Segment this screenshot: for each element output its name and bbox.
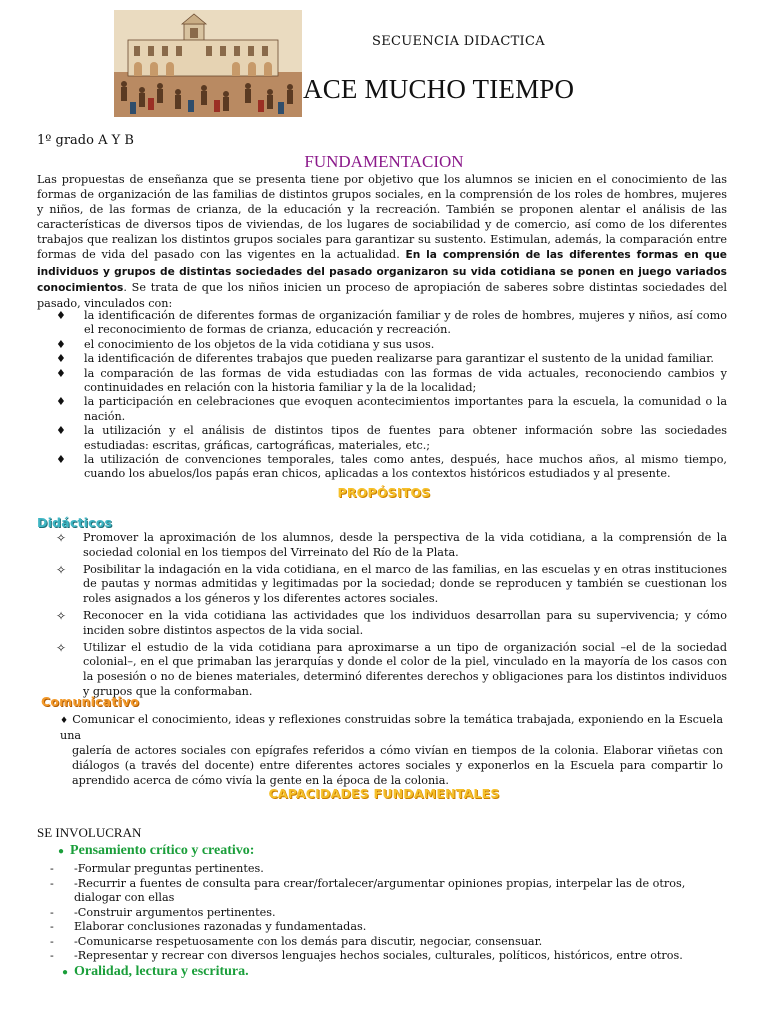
black-diamond-icon: ♦ [56,366,66,380]
list-item: ♦ la identificación de diferentes trabajos que pueden realizarse para garantizar el sustento de la unidad familiar. [56,352,714,366]
document-type: SECUENCIA DIDACTICA [372,34,545,49]
outline-diamond-icon: ✧ [56,640,67,655]
comunicativo-heading: Comunicativo [41,694,140,709]
list-item: ✧ Utilizar el estudio de la vida cotidiana para aproximarse a un tipo de organización social –el de la sociedad colonial–, en el que primaban las jerarquías y donde el color de la piel, vinculado en la mayoría de los casos con la posesión o no de bienes materiales, determinó diferentes derechos y obligaciones para los distintos individuos y grupos que la conformaban. [56,640,727,698]
dash-icon: - [50,920,54,933]
list-item: ♦ el conocimiento de los objetos de la vida cotidiana y sus usos. [56,337,435,351]
list-item: ✧ Promover la aproximación de los alumnos, desde la perspectiva de la vida cotidiana, a la comprensión de la sociedad colonial en los tiempos del Virreinato del Río de la Plata. [56,531,727,559]
didacticos-list [56,531,727,702]
dash-icon: - [50,934,54,948]
page-title: ACE MUCHO TIEMPO [303,74,575,104]
black-diamond-icon: ♦ [56,309,66,322]
paragraph-bold-text: En la comprensión de las diferentes formas en que individuos y grupos de distintas sociedades del pasado organizaron su vida cotidiana se ponen en juego variados conocimientos [37,249,727,294]
capacidades-heading: CAPACIDADES FUNDAMENTALES [268,786,500,801]
list-item: ♦ la identificación de diferentes formas de organización familiar y de roles de hombres, mujeres y niños, así como el reconocimiento de formas de crianza, educación y recreación. [56,309,727,337]
list-item: - -Recurrir a fuentes de consulta para crear/fortalecer/argumentar opiniones propias, interpelar las de otros, dialogar con ellas [50,876,686,904]
fundamentacion-bullet-list [56,309,727,482]
didacticos-heading: Didácticos [37,515,113,530]
propositos-heading: PROPÓSITOS [337,485,431,500]
cabildo-drawing [114,10,302,117]
bullet-dot-icon: ● [62,967,69,978]
paragraph-text-end: . Se trata de que los niños inicien un proceso de apropiación de saberes sobre distintas sociedades del pasado, vinculados con: [37,280,727,310]
involucran-label: SE INVOLUCRAN [37,825,142,840]
fundamentacion-heading: FUNDAMENTACION [304,152,464,171]
pensamiento-list [50,862,730,964]
list-item: ♦ la comparación de las formas de vida estudiadas con las formas de vida actuales, reconociendo cambios y continuidades en relación con la historia familiar y la de la localidad; [56,366,727,395]
dash-icon: - [50,905,54,919]
list-item: ♦ la utilización y el análisis de distintos tipos de fuentes para obtener información sobre las sociedades estudiadas: escritas, gráficas, cartográficas, materiales, etc.; [56,424,727,452]
black-diamond-icon: ♦ [56,453,66,467]
oralidad-heading: ● Oralidad, lectura y escritura. [62,964,249,979]
outline-diamond-icon: ✧ [56,608,67,623]
dash-icon: - [50,876,54,890]
list-item: - Elaborar conclusiones razonadas y fundamentadas. [50,920,367,933]
list-item: - -Comunicarse respetuosamente con los demás para discutir, negociar, consensuar. [50,934,543,948]
grade-label: 1º grado A Y B [37,133,134,148]
list-item: ✧ Reconocer en la vida cotidiana las actividades que los individuos desarrollan para su supervivencia; y cómo inciden sobre distintos aspectos de la vida social. [56,608,727,637]
black-diamond-icon: ♦ [56,395,66,409]
bullet-dot-icon: ● [58,846,65,857]
pensamiento-heading: ● Pensamiento crítico y creativo: [58,843,255,858]
paragraph-text-start: Las propuestas de enseñanza que se presenta tiene por objetivo que los alumnos se inicien en el conocimiento de las formas de organización de las familias de distintos grupos sociales, en la comprensión de los roles de hombres, mujeres y niños, de las formas de crianza, de la educación y la recreación. También se proponen alentar el análisis de las características de diversos tipos de viviendas, de los lugares de sociabilidad y de comercio, así como de los diferentes trabajos que realizan los distintos grupos sociales para garantizar su sustento. Estimulan, además, la comparación entre formas de vida del pasado con las vigentes en la actualidad. [37,173,727,262]
comunicativo-item: ♦ Comunicar el conocimiento, ideas y reflexiones construidas sobre la temática trabajada, exponiendo en la Escuela una galería de actores sociales con epígrafes referidos a cómo vivían en tiempos de la colonia. Elaborar viñetas con diálogos (a través del docente) entre diferentes actores sociales y exponerlos en la Escuela para compartir lo aprendido acerca de cómo vivía la gente en la época de la colonia. [60,713,723,787]
colonial-plaza-illustration [114,10,302,117]
outline-diamond-icon: ✧ [56,531,67,545]
outline-diamond-icon: ✧ [56,562,67,577]
dash-icon: - [50,949,54,962]
list-item: - -Construir argumentos pertinentes. [50,905,276,919]
list-item: ✧ Posibilitar la indagación en la vida cotidiana, en el marco de las familias, en las escuelas y en otras instituciones de pautas y normas admitidas y legitimadas por la sociedad; donde se reproducen y también se cuestionan los roles asignados a los géneros y los diferentes actores sociales. [56,562,727,606]
list-item: ♦ la participación en celebraciones que evoquen acontecimientos importantes para la escuela, la comunidad o la nación. [56,395,727,423]
black-diamond-icon: ♦ [56,352,66,366]
black-diamond-icon: ♦ [60,716,69,726]
dash-icon: - [50,862,54,875]
black-diamond-icon: ♦ [56,337,66,351]
list-item: - -Representar y recrear con diversos lenguajes hechos sociales, culturales, políticos, históricos, entre otros. [50,949,683,962]
list-item: ♦ la utilización de convenciones temporales, tales como antes, después, hace muchos años, al mismo tiempo, cuando los abuelos/los papás eran chicos, aplicadas a los contextos históricos estudiados y al presente. [56,453,727,481]
black-diamond-icon: ♦ [56,424,66,438]
list-item: - -Formular preguntas pertinentes. [50,862,264,875]
fundamentacion-paragraph [37,172,727,311]
